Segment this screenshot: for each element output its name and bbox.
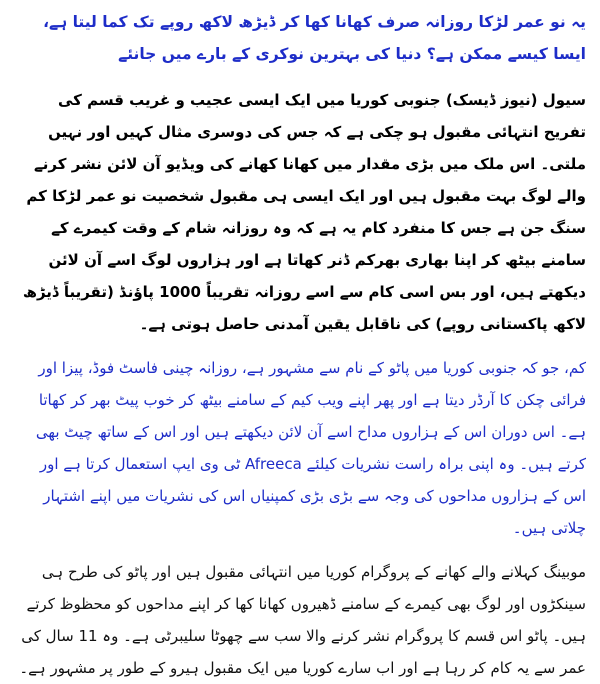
article-paragraph-2: کم، جو کہ جنوبی کوریا میں پاٹو کے نام سے مشہور ہے، روزانہ چینی فاسٹ فوڈ، پیزا اور فرائی چکن کا آرڈر دیتا ہے اور پھر اپنے ویب کیم کے سامنے بیٹھ کر خوب پیٹ بھر کر کھاتا ہے۔ اس دوران اس کے ہزاروں مداح اسے آن لائن دیکھتے ہیں اور اس کے ساتھ چیٹ بھی کرتے ہیں۔ وہ اپنی براہ راست نشریات کیلئے Afreeca ٹی وی ایپ استعمال کرتا ہے اور اس کے ہزاروں مداحوں کی وجہ سے بڑی بڑی کمپنیاں اس کی نشریات میں اپنے اشتہار چلاتی ہیں۔ — [35, 359, 586, 537]
article-paragraph-1: سیول (نیوز ڈیسک) جنوبی کوریا میں ایک ایسی عجیب و غریب قسم کی تفریح انتہائی مقبول ہو چکی ہے کہ جس کی دوسری مثال کہیں اور نہیں ملتی۔ اس ملک میں بڑی مقدار میں کھانا کھانے کی ویڈیو آن لائن نشر کرنے والے لوگ بہت مقبول ہیں اور ایک ایسی ہی مقبول شخصیت نو عمر لڑکا کم سنگ جن ہے جس کا منفرد کام یہ ہے کہ وہ روزانہ شام کے وقت کیمرے کے سامنے بیٹھ کر اپنا بھاری بھرکم ڈنر کھاتا ہے اور ہزاروں لوگ اسے آن لائن دیکھتے ہیں، اور بس اسی کام سے اسے روزانہ تقریباً 1000 پاؤنڈ (تقریباً ڈیڑھ لاکھ پاکستانی روپے) کی ناقابل یقین آمدنی حاصل ہوتی ہے۔ — [22, 91, 586, 333]
article-headline: یہ نو عمر لڑکا روزانہ صرف کھانا کھا کر ڈیڑھ لاکھ روپے تک کما لیتا ہے، ایسا کیسے ممکن ہے؟ دنیا کی بہترین نوکری کے بارے میں جانئے — [43, 13, 586, 63]
article-paragraph-3: موبینگ کہلانے والے کھانے کے پروگرام کوریا میں انتہائی مقبول ہیں اور پاٹو کی طرح ہی سینکڑوں اور لوگ بھی کیمرے کے سامنے ڈھیروں کھانا کھا کر اپنے مداحوں کو محظوظ کرتے ہیں۔ پاٹو اس قسم کا پروگرام نشر کرنے والا سب سے چھوٹا سلیبرٹی ہے۔ وہ 11 سال کی عمر سے یہ کام کر رہا ہے اور اب سارے کوریا میں ایک مقبول ہیرو کے طور پر مشہور ہے۔ — [19, 563, 586, 677]
